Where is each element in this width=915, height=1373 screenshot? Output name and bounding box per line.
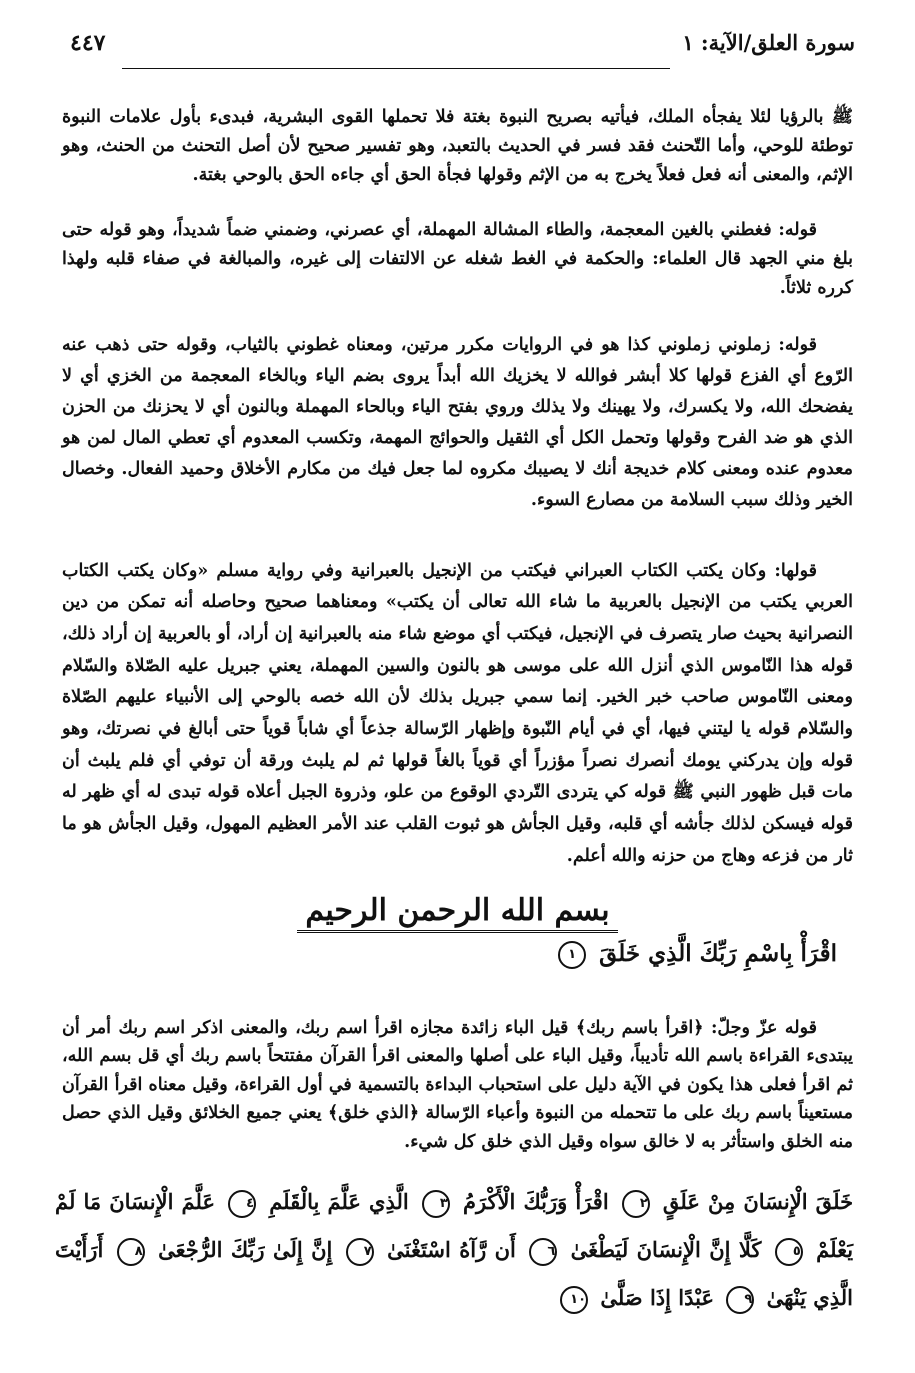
verse-text: كَلَّا إِنَّ الْإِنسَانَ لَيَطْغَىٰ: [570, 1237, 762, 1262]
running-title: سورة العلق/الآية: ١: [682, 30, 855, 55]
verse-text: أَرَأَيْتَ الَّذِي يَنْهَىٰ: [55, 1237, 853, 1310]
commentary-paragraph: قوله: فغطني بالغين المعجمة، والطاء المشالة المهملة، أي عصرني، وضمني ضماً شديداً، وهو قوله حتى بلغ مني الجهد قال العلماء: والحكمة في الغط شغله عن الالتفات إلى غيره، والمبالغة في صفاء قلبه ولهذا كرره ثلاثاً.: [62, 219, 853, 299]
ayah-number-marker: ٤: [228, 1190, 256, 1218]
quran-verses-block: [55, 1178, 853, 1322]
ayah-number-marker: ٦: [529, 1238, 557, 1266]
ayah-number-marker: ٢: [622, 1190, 650, 1218]
ayah-number-marker: ٥: [775, 1238, 803, 1266]
header-rule: [122, 68, 670, 69]
verse-text: اقْرَأْ وَرَبُّكَ الْأَكْرَمُ: [462, 1189, 609, 1214]
verse-text: خَلَقَ الْإِنسَانَ مِنْ عَلَقٍ: [662, 1189, 854, 1214]
basmala-text: بسم الله الرحمن الرحيم: [297, 893, 617, 933]
verse-text: اقْرَأْ بِاسْمِ رَبِّكَ الَّذِي خَلَقَ: [599, 940, 837, 967]
verse-text: عَبْدًا إِذَا صَلَّىٰ: [600, 1285, 714, 1310]
tafsir-paragraph: قوله عزّ وجلّ: ﴿اقرأ باسم ربك﴾ قيل الباء زائدة مجازه اقرأ اسم ربك، والمعنى اذكر اسم ربك أمر أن يبتدىء القراءة باسم الله تأديباً، وقيل الباء على أصلها والمعنى اقرأ القرآن مفتتحاً باسم ربك أي قل بسم الله، ثم اقرأ فعلى هذا يكون في الآية دليل على استحباب البداءة بالتسمية في أول القراءة، وقيل معناه اقرأ القرآن مستعيناً باسم ربك على ما تتحمله من النبوة وأعباء الرّسالة ﴿الذي خلق﴾ يعني جميع الخلائق وقيل الذي حصل منه الخلق واستأثر به لا خالق سواه وقيل الذي خلق كل شيء.: [62, 1017, 853, 1152]
verse-text: الَّذِي عَلَّمَ بِالْقَلَمِ: [269, 1189, 409, 1214]
verse-text: أَن رَّآهُ اسْتَغْنَىٰ: [387, 1237, 516, 1262]
commentary-paragraph: قولها: وكان يكتب الكتاب العبراني فيكتب من الإنجيل بالعبرانية وفي رواية مسلم «وكان يكتب الكتاب العربي يكتب من الإنجيل بالعربية ما شاء الله تعالى أن يكتب» ومعناهما صحيح وحاصله أنه تمكن من دين النصرانية بحيث صار يتصرف في الإنجيل، فيكتب أي موضع شاء منه بالعبرانية إن أراد، أو بالعربية إن أراد ذلك، قوله هذا النّاموس الذي أنزل الله على موسى هو بالنون والسين المهملة، يعني جبريل عليه الصّلاة والسّلام ومعنى النّاموس صاحب خبر الخير. إنما سمي جبريل بذلك لأن الله خصه بالوحي إلى الأنبياء عليهم الصّلاة والسّلام قوله يا ليتني فيها، أي في أيام النّبوة وإظهار الرّسالة جذعاً أي شاباً قوياً حتى أبالغ في نصرتك، وهو قوله وإن يدركني يومك أنصرك نصراً مؤزراً أي قوياً بالغاً قولها ثم لم يلبث ورقة أن توفي أي فلم يلبث أن مات قبل ظهور النبي ﷺ قوله كي يتردى التّردي الوقوع من علو، وذروة الجبل أعلاه قوله تبدى له أي ظهر له قوله فيسكن لذلك جأشه أي قلبه، وقيل الجأش هو ثبوت القلب عند الأمر العظيم المهول، وقيل الجأش هو ما ثار من فزعه وهاج من حزنه والله أعلم.: [62, 560, 853, 866]
commentary-paragraph: ﷺ بالرؤيا لئلا يفجأه الملك، فيأتيه بصريح النبوة بغتة فلا تحملها القوى البشرية، فبدىء بأول علامات النبوة توطئة للوحي، وأما التّحنث فقد فسر في الحديث بالتعبد، وهو تفسير صحيح لأن أصل التحنث من الحنث، وهو الإثم، والمعنى أنه فعل فعلاً يخرج به من الإثم وقولها فجأة الحق أي جاءه الحق بالوحي بغتة.: [62, 106, 853, 186]
page-number: ٤٤٧: [70, 30, 106, 56]
ayah-number-marker: ١٠: [560, 1286, 588, 1314]
basmala-ornament: [0, 893, 915, 933]
running-head: [70, 30, 855, 70]
commentary-paragraph: قوله: زملوني زملوني كذا هو في الروايات مكرر مرتين، ومعناه غطوني بالثياب، وقوله حتى ذهب عنه الرّوع أي الفزع قولها كلا أبشر فوالله لا يخزيك الله أبداً يروى بضم الياء وبالخاء المعجمة من الخزي أي لا يفضحك الله، ولا يكسرك، ولا يهينك ولا يذلك وروي بفتح الياء وبالحاء المهملة وبالنون أي لا يحزنك من الحزن الذي هو ضد الفرح وقولها وتحمل الكل أي الثقيل والحوائج المهمة، وتكسب المعدوم أي تعطي المال لمن هو معدوم عنده ومعنى كلام خديجة أنك لا يصيبك مكروه لما جعل فيك من مكارم الأخلاق وحميد الفعال. وخصال الخير وذلك سبب السلامة من مصارع السوء.: [62, 334, 853, 510]
verse-text: إِنَّ إِلَىٰ رَبِّكَ الرُّجْعَىٰ: [158, 1237, 333, 1262]
ayah-number-marker: ٨: [117, 1238, 145, 1266]
ayah-number-marker: ١: [558, 941, 586, 969]
verse-text: عَلَّمَ الْإِنسَانَ مَا لَمْ يَعْلَمْ: [55, 1189, 854, 1262]
ayah-number-marker: ٧: [346, 1238, 374, 1266]
opening-verse: [553, 940, 837, 969]
ayah-number-marker: ٣: [422, 1190, 450, 1218]
ayah-number-marker: ٩: [726, 1286, 754, 1314]
